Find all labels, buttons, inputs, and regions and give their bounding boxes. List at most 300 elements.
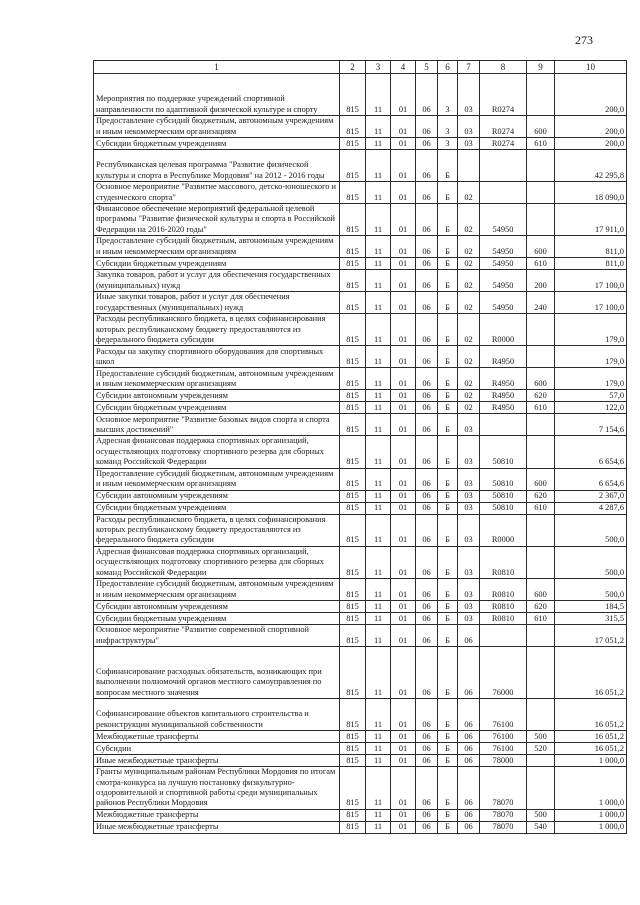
section-code: 11 — [366, 292, 391, 314]
section-code: 11 — [366, 436, 391, 468]
row-description: Мероприятия по поддержке учреждений спортивной направленности по адаптивной физической культуре и спорту — [94, 74, 340, 116]
subsection-code: 01 — [391, 270, 416, 292]
row-description: Адресная финансовая поддержка спортивных организаций, осуществляющих подготовку спортивного резерва для сборных команд Российской Федерации — [94, 436, 340, 468]
subprogram-code: Б — [438, 625, 458, 647]
table-row — [94, 809, 627, 821]
section-code: 11 — [366, 402, 391, 414]
amount: 16 051,2 — [555, 731, 627, 743]
section-code: 11 — [366, 546, 391, 578]
table-row — [94, 258, 627, 270]
amount: 122,0 — [555, 402, 627, 414]
subsection-code: 01 — [391, 625, 416, 647]
ministry-code: 815 — [340, 821, 366, 833]
event-code: 06 — [458, 731, 480, 743]
subprogram-code: Б — [438, 346, 458, 368]
program-code: 06 — [416, 436, 438, 468]
subsection-code: 01 — [391, 74, 416, 116]
ministry-code: 815 — [340, 368, 366, 390]
subprogram-code: Б — [438, 270, 458, 292]
row-description: Субсидии бюджетным учреждениям — [94, 138, 340, 150]
row-description: Субсидии автономным учреждениям — [94, 601, 340, 613]
subprogram-code: 3 — [438, 116, 458, 138]
program-code: 06 — [416, 414, 438, 436]
program-code: 06 — [416, 731, 438, 743]
direction-code — [480, 414, 527, 436]
table-row — [94, 368, 627, 390]
table-row — [94, 116, 627, 138]
event-code: 02 — [458, 270, 480, 292]
event-code: 03 — [458, 414, 480, 436]
program-code: 06 — [416, 270, 438, 292]
section-code: 11 — [366, 346, 391, 368]
subprogram-code: Б — [438, 390, 458, 402]
amount: 200,0 — [555, 74, 627, 116]
direction-code: R0274 — [480, 116, 527, 138]
expense-type-code — [527, 314, 555, 346]
table-row — [94, 579, 627, 601]
table-row — [94, 138, 627, 150]
ministry-code: 815 — [340, 809, 366, 821]
amount: 179,0 — [555, 314, 627, 346]
section-code: 11 — [366, 699, 391, 731]
expense-type-code — [527, 436, 555, 468]
event-code: 02 — [458, 346, 480, 368]
subprogram-code: Б — [438, 514, 458, 546]
subprogram-code: 3 — [438, 74, 458, 116]
program-code: 06 — [416, 346, 438, 368]
section-code: 11 — [366, 647, 391, 699]
direction-code: 50810 — [480, 468, 527, 490]
budget-table — [93, 60, 627, 834]
subprogram-code: Б — [438, 546, 458, 578]
amount: 1 000,0 — [555, 767, 627, 810]
subprogram-code: Б — [438, 743, 458, 755]
amount: 200,0 — [555, 116, 627, 138]
direction-code: 76100 — [480, 731, 527, 743]
row-description: Расходы республиканского бюджета, в целях софинансирования которых республиканскому бюджету предоставляются из федерального бюджета субсидии — [94, 314, 340, 346]
expense-type-code — [527, 182, 555, 204]
event-code: 06 — [458, 767, 480, 810]
ministry-code: 815 — [340, 579, 366, 601]
subsection-code: 01 — [391, 182, 416, 204]
program-code: 06 — [416, 490, 438, 502]
ministry-code: 815 — [340, 468, 366, 490]
subsection-code: 01 — [391, 579, 416, 601]
direction-code: 50810 — [480, 502, 527, 514]
direction-code: R0000 — [480, 514, 527, 546]
direction-code: 76100 — [480, 743, 527, 755]
row-description: Основное мероприятие "Развитие современной спортивной инфраструктуры" — [94, 625, 340, 647]
direction-code: 50810 — [480, 490, 527, 502]
ministry-code: 815 — [340, 314, 366, 346]
section-code: 11 — [366, 743, 391, 755]
row-description: Закупка товаров, работ и услуг для обеспечения государственных (муниципальных) нужд — [94, 270, 340, 292]
event-code: 03 — [458, 546, 480, 578]
subprogram-code: Б — [438, 402, 458, 414]
row-description: Субсидии бюджетным учреждениям — [94, 613, 340, 625]
subprogram-code: Б — [438, 236, 458, 258]
direction-code: 54950 — [480, 236, 527, 258]
subprogram-code: Б — [438, 368, 458, 390]
column-header: 7 — [458, 61, 480, 74]
subsection-code: 01 — [391, 546, 416, 578]
event-code: 02 — [458, 402, 480, 414]
expense-type-code: 610 — [527, 502, 555, 514]
section-code: 11 — [366, 601, 391, 613]
event-code — [458, 150, 480, 182]
subprogram-code: Б — [438, 579, 458, 601]
event-code: 06 — [458, 699, 480, 731]
subprogram-code: Б — [438, 767, 458, 810]
subprogram-code: Б — [438, 699, 458, 731]
amount: 184,5 — [555, 601, 627, 613]
subprogram-code: Б — [438, 314, 458, 346]
subprogram-code: Б — [438, 490, 458, 502]
amount: 811,0 — [555, 236, 627, 258]
direction-code: R4950 — [480, 346, 527, 368]
subprogram-code: Б — [438, 809, 458, 821]
expense-type-code — [527, 546, 555, 578]
program-code: 06 — [416, 579, 438, 601]
expense-type-code — [527, 414, 555, 436]
expense-type-code: 600 — [527, 116, 555, 138]
section-code: 11 — [366, 150, 391, 182]
ministry-code: 815 — [340, 390, 366, 402]
program-code: 06 — [416, 502, 438, 514]
table-row — [94, 74, 627, 116]
row-description: Расходы республиканского бюджета, в целях софинансирования которых республиканскому бюджету предоставляются из федерального бюджета субсидии — [94, 514, 340, 546]
column-header: 2 — [340, 61, 366, 74]
column-header: 5 — [416, 61, 438, 74]
amount: 500,0 — [555, 546, 627, 578]
ministry-code: 815 — [340, 258, 366, 270]
program-code: 06 — [416, 601, 438, 613]
ministry-code: 815 — [340, 502, 366, 514]
event-code: 06 — [458, 625, 480, 647]
subsection-code: 01 — [391, 402, 416, 414]
ministry-code: 815 — [340, 138, 366, 150]
expense-type-code: 520 — [527, 743, 555, 755]
row-description: Предоставление субсидий бюджетным, автономным учреждениям и иным некоммерческим организациям — [94, 368, 340, 390]
expense-type-code — [527, 204, 555, 236]
subprogram-code: Б — [438, 258, 458, 270]
subprogram-code: Б — [438, 601, 458, 613]
program-code: 06 — [416, 767, 438, 810]
program-code: 06 — [416, 314, 438, 346]
event-code: 03 — [458, 138, 480, 150]
subsection-code: 01 — [391, 390, 416, 402]
program-code: 06 — [416, 755, 438, 767]
expense-type-code: 610 — [527, 258, 555, 270]
section-code: 11 — [366, 767, 391, 810]
subprogram-code: Б — [438, 436, 458, 468]
row-description: Предоставление субсидий бюджетным, автономным учреждениям и иным некоммерческим организациям — [94, 116, 340, 138]
ministry-code: 815 — [340, 346, 366, 368]
expense-type-code: 600 — [527, 368, 555, 390]
row-description: Межбюджетные трансферты — [94, 809, 340, 821]
table-row — [94, 743, 627, 755]
subprogram-code: Б — [438, 502, 458, 514]
section-code: 11 — [366, 138, 391, 150]
subsection-code: 01 — [391, 647, 416, 699]
ministry-code: 815 — [340, 601, 366, 613]
table-row — [94, 292, 627, 314]
program-code: 06 — [416, 468, 438, 490]
event-code: 03 — [458, 502, 480, 514]
section-code: 11 — [366, 755, 391, 767]
table-row — [94, 468, 627, 490]
subsection-code: 01 — [391, 204, 416, 236]
event-code: 03 — [458, 74, 480, 116]
ministry-code: 815 — [340, 625, 366, 647]
event-code: 02 — [458, 390, 480, 402]
direction-code: R0810 — [480, 601, 527, 613]
amount: 57,0 — [555, 390, 627, 402]
table-row — [94, 625, 627, 647]
program-code: 06 — [416, 292, 438, 314]
program-code: 06 — [416, 150, 438, 182]
section-code: 11 — [366, 502, 391, 514]
subprogram-code: Б — [438, 204, 458, 236]
direction-code: 76000 — [480, 647, 527, 699]
page-number: 273 — [575, 33, 593, 47]
expense-type-code: 610 — [527, 138, 555, 150]
expense-type-code — [527, 150, 555, 182]
ministry-code: 815 — [340, 743, 366, 755]
subprogram-code: Б — [438, 755, 458, 767]
program-code: 06 — [416, 625, 438, 647]
direction-code: 78000 — [480, 755, 527, 767]
row-description: Основное мероприятие "Развитие базовых видов спорта и спорта высших достижений" — [94, 414, 340, 436]
direction-code: 54950 — [480, 204, 527, 236]
subsection-code: 01 — [391, 699, 416, 731]
direction-code: 54950 — [480, 292, 527, 314]
direction-code: R0274 — [480, 74, 527, 116]
subsection-code: 01 — [391, 490, 416, 502]
amount: 42 295,8 — [555, 150, 627, 182]
program-code: 06 — [416, 743, 438, 755]
subprogram-code: Б — [438, 182, 458, 204]
subprogram-code: Б — [438, 150, 458, 182]
row-description: Гранты муниципальным районам Республики Мордовия по итогам смотра-конкурса на лучшую постановку физкультурно-оздоровительной и спортивной работы среди муниципальных районов Республики Мордовия — [94, 767, 340, 810]
amount: 4 287,6 — [555, 502, 627, 514]
amount: 6 654,6 — [555, 468, 627, 490]
program-code: 06 — [416, 809, 438, 821]
event-code: 03 — [458, 116, 480, 138]
program-code: 06 — [416, 116, 438, 138]
amount: 2 367,0 — [555, 490, 627, 502]
subsection-code: 01 — [391, 601, 416, 613]
subsection-code: 01 — [391, 368, 416, 390]
program-code: 06 — [416, 699, 438, 731]
expense-type-code: 610 — [527, 613, 555, 625]
row-description: Основное мероприятие "Развитие массового, детско-юношеского и студенческого спорта" — [94, 182, 340, 204]
column-header: 10 — [555, 61, 627, 74]
ministry-code: 815 — [340, 699, 366, 731]
expense-type-code: 620 — [527, 490, 555, 502]
subsection-code: 01 — [391, 809, 416, 821]
table-row — [94, 490, 627, 502]
program-code: 06 — [416, 74, 438, 116]
program-code: 06 — [416, 647, 438, 699]
subsection-code: 01 — [391, 502, 416, 514]
section-code: 11 — [366, 258, 391, 270]
ministry-code: 815 — [340, 292, 366, 314]
expense-type-code — [527, 699, 555, 731]
amount: 6 654,6 — [555, 436, 627, 468]
amount: 1 000,0 — [555, 809, 627, 821]
amount: 16 051,2 — [555, 647, 627, 699]
ministry-code: 815 — [340, 182, 366, 204]
subprogram-code: 3 — [438, 138, 458, 150]
amount: 811,0 — [555, 258, 627, 270]
ministry-code: 815 — [340, 414, 366, 436]
table-row — [94, 502, 627, 514]
event-code: 06 — [458, 809, 480, 821]
amount: 16 051,2 — [555, 743, 627, 755]
subsection-code: 01 — [391, 821, 416, 833]
expense-type-code — [527, 755, 555, 767]
table-row — [94, 436, 627, 468]
table-row — [94, 647, 627, 699]
program-code: 06 — [416, 402, 438, 414]
row-description: Софинансирование расходных обязательств, возникающих при выполнении полномочий органов местного самоуправления по вопросам местного значения — [94, 647, 340, 699]
table-row — [94, 150, 627, 182]
subprogram-code: Б — [438, 647, 458, 699]
subsection-code: 01 — [391, 743, 416, 755]
event-code: 03 — [458, 613, 480, 625]
table-row — [94, 182, 627, 204]
table-row — [94, 314, 627, 346]
row-description: Субсидии автономным учреждениям — [94, 490, 340, 502]
direction-code: R0810 — [480, 613, 527, 625]
program-code: 06 — [416, 368, 438, 390]
direction-code: R4950 — [480, 390, 527, 402]
table-row — [94, 767, 627, 810]
column-header: 4 — [391, 61, 416, 74]
amount: 7 154,6 — [555, 414, 627, 436]
column-header: 6 — [438, 61, 458, 74]
table-row — [94, 402, 627, 414]
row-description: Иные межбюджетные трансферты — [94, 821, 340, 833]
table-row — [94, 601, 627, 613]
section-code: 11 — [366, 314, 391, 346]
program-code: 06 — [416, 613, 438, 625]
row-description: Софинансирование объектов капитального строительства и реконструкции муниципальной собственности — [94, 699, 340, 731]
section-code: 11 — [366, 514, 391, 546]
subsection-code: 01 — [391, 236, 416, 258]
program-code: 06 — [416, 258, 438, 270]
event-code: 06 — [458, 755, 480, 767]
section-code: 11 — [366, 731, 391, 743]
column-header: 9 — [527, 61, 555, 74]
amount: 500,0 — [555, 514, 627, 546]
ministry-code: 815 — [340, 436, 366, 468]
expense-type-code: 240 — [527, 292, 555, 314]
event-code: 02 — [458, 204, 480, 236]
section-code: 11 — [366, 270, 391, 292]
event-code: 06 — [458, 821, 480, 833]
program-code: 06 — [416, 390, 438, 402]
ministry-code: 815 — [340, 490, 366, 502]
row-description: Субсидии бюджетным учреждениям — [94, 502, 340, 514]
subsection-code: 01 — [391, 767, 416, 810]
event-code: 03 — [458, 601, 480, 613]
program-code: 06 — [416, 236, 438, 258]
direction-code: 54950 — [480, 270, 527, 292]
section-code: 11 — [366, 613, 391, 625]
section-code: 11 — [366, 236, 391, 258]
direction-code: R4950 — [480, 402, 527, 414]
program-code: 06 — [416, 204, 438, 236]
event-code: 02 — [458, 182, 480, 204]
event-code: 02 — [458, 314, 480, 346]
subprogram-code: Б — [438, 821, 458, 833]
subsection-code: 01 — [391, 346, 416, 368]
section-code: 11 — [366, 390, 391, 402]
column-header: 1 — [94, 61, 340, 74]
amount: 500,0 — [555, 579, 627, 601]
expense-type-code — [527, 625, 555, 647]
table-row — [94, 699, 627, 731]
expense-type-code: 610 — [527, 402, 555, 414]
section-code: 11 — [366, 368, 391, 390]
expense-type-code — [527, 74, 555, 116]
expense-type-code — [527, 647, 555, 699]
ministry-code: 815 — [340, 613, 366, 625]
event-code: 02 — [458, 258, 480, 270]
table-header-row — [94, 61, 627, 74]
amount: 1 000,0 — [555, 821, 627, 833]
table-row — [94, 821, 627, 833]
table-body — [94, 74, 627, 834]
expense-type-code: 600 — [527, 579, 555, 601]
subsection-code: 01 — [391, 150, 416, 182]
table-row — [94, 236, 627, 258]
ministry-code: 815 — [340, 74, 366, 116]
row-description: Субсидии автономным учреждениям — [94, 390, 340, 402]
table-row — [94, 414, 627, 436]
ministry-code: 815 — [340, 731, 366, 743]
direction-code: R0810 — [480, 546, 527, 578]
subprogram-code: Б — [438, 414, 458, 436]
subprogram-code: Б — [438, 613, 458, 625]
section-code: 11 — [366, 204, 391, 236]
row-description: Иные закупки товаров, работ и услуг для обеспечения государственных (муниципальных) нужд — [94, 292, 340, 314]
expense-type-code: 500 — [527, 809, 555, 821]
amount: 17 911,0 — [555, 204, 627, 236]
amount: 18 090,0 — [555, 182, 627, 204]
direction-code: 54950 — [480, 258, 527, 270]
section-code: 11 — [366, 414, 391, 436]
table-row — [94, 731, 627, 743]
ministry-code: 815 — [340, 514, 366, 546]
event-code: 03 — [458, 468, 480, 490]
subprogram-code: Б — [438, 468, 458, 490]
event-code: 03 — [458, 490, 480, 502]
amount: 17 100,0 — [555, 270, 627, 292]
row-description: Субсидии бюджетным учреждениям — [94, 402, 340, 414]
section-code: 11 — [366, 821, 391, 833]
table-row — [94, 270, 627, 292]
direction-code: R0000 — [480, 314, 527, 346]
direction-code: 78070 — [480, 809, 527, 821]
ministry-code: 815 — [340, 270, 366, 292]
subsection-code: 01 — [391, 755, 416, 767]
expense-type-code: 540 — [527, 821, 555, 833]
ministry-code: 815 — [340, 546, 366, 578]
event-code: 02 — [458, 236, 480, 258]
